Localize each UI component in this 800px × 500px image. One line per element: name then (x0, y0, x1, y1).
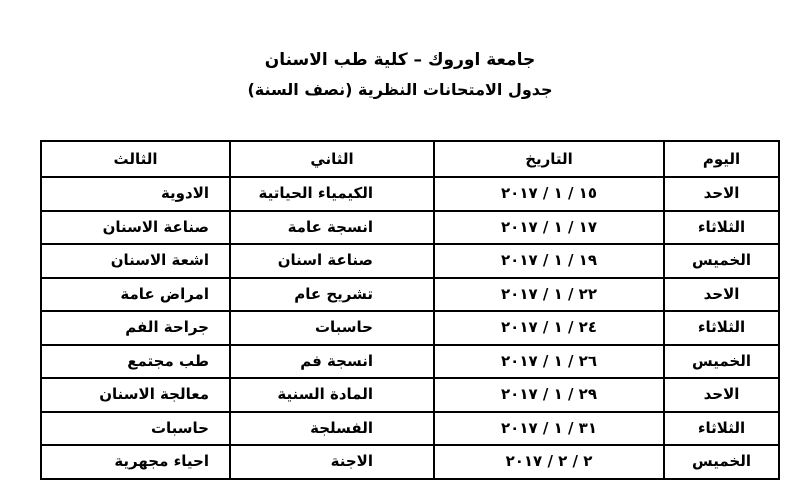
day-cell: الخميس (664, 244, 779, 278)
second-subject-cell: الاجنة (230, 445, 434, 479)
day-cell: الثلاثاء (664, 412, 779, 446)
second-subject-cell: المادة السنية (230, 378, 434, 412)
date-cell: ١٩ / ١ / ٢٠١٧ (434, 244, 664, 278)
day-cell: الثلاثاء (664, 211, 779, 245)
third-subject-cell: صناعة الاسنان (41, 211, 230, 245)
third-subject-cell: حاسبات (41, 412, 230, 446)
third-subject-cell: جراحة الفم (41, 311, 230, 345)
table-row (41, 412, 779, 446)
column-header-day: اليوم (664, 141, 779, 177)
third-subject-cell: اشعة الاسنان (41, 244, 230, 278)
second-subject-cell: انسجة عامة (230, 211, 434, 245)
date-cell: ٢٤ / ١ / ٢٠١٧ (434, 311, 664, 345)
schedule-title: جدول الامتحانات النظرية (نصف السنة) (247, 80, 553, 99)
date-cell: ٢٦ / ١ / ٢٠١٧ (434, 345, 664, 379)
table-row (41, 445, 779, 479)
exam-schedule-table (40, 140, 780, 480)
third-subject-cell: امراض عامة (41, 278, 230, 312)
second-subject-cell: الفسلجة (230, 412, 434, 446)
second-subject-cell: صناعة اسنان (230, 244, 434, 278)
day-cell: الاحد (664, 177, 779, 211)
third-subject-cell: معالجة الاسنان (41, 378, 230, 412)
third-subject-cell: طب مجتمع (41, 345, 230, 379)
date-cell: ٣١ / ١ / ٢٠١٧ (434, 412, 664, 446)
table-row (41, 378, 779, 412)
column-header-third: الثالث (41, 141, 230, 177)
date-cell: ٢ / ٢ / ٢٠١٧ (434, 445, 664, 479)
table-row (41, 244, 779, 278)
date-cell: ١٧ / ١ / ٢٠١٧ (434, 211, 664, 245)
table-header-row (41, 141, 779, 177)
third-subject-cell: الادوية (41, 177, 230, 211)
day-cell: الخميس (664, 345, 779, 379)
day-cell: الثلاثاء (664, 311, 779, 345)
table-row (41, 211, 779, 245)
table-row (41, 345, 779, 379)
third-subject-cell: احياء مجهرية (41, 445, 230, 479)
table-row (41, 278, 779, 312)
column-header-date: التاريخ (434, 141, 664, 177)
second-subject-cell: تشريح عام (230, 278, 434, 312)
date-cell: ٢٢ / ١ / ٢٠١٧ (434, 278, 664, 312)
day-cell: الاحد (664, 278, 779, 312)
date-cell: ٢٩ / ١ / ٢٠١٧ (434, 378, 664, 412)
column-header-second: الثاني (230, 141, 434, 177)
table-row (41, 177, 779, 211)
university-title: جامعة اوروك – كلية طب الاسنان (264, 50, 536, 70)
date-cell: ١٥ / ١ / ٢٠١٧ (434, 177, 664, 211)
second-subject-cell: حاسبات (230, 311, 434, 345)
table-row (41, 311, 779, 345)
second-subject-cell: انسجة فم (230, 345, 434, 379)
day-cell: الخميس (664, 445, 779, 479)
second-subject-cell: الكيمياء الحياتية (230, 177, 434, 211)
day-cell: الاحد (664, 378, 779, 412)
